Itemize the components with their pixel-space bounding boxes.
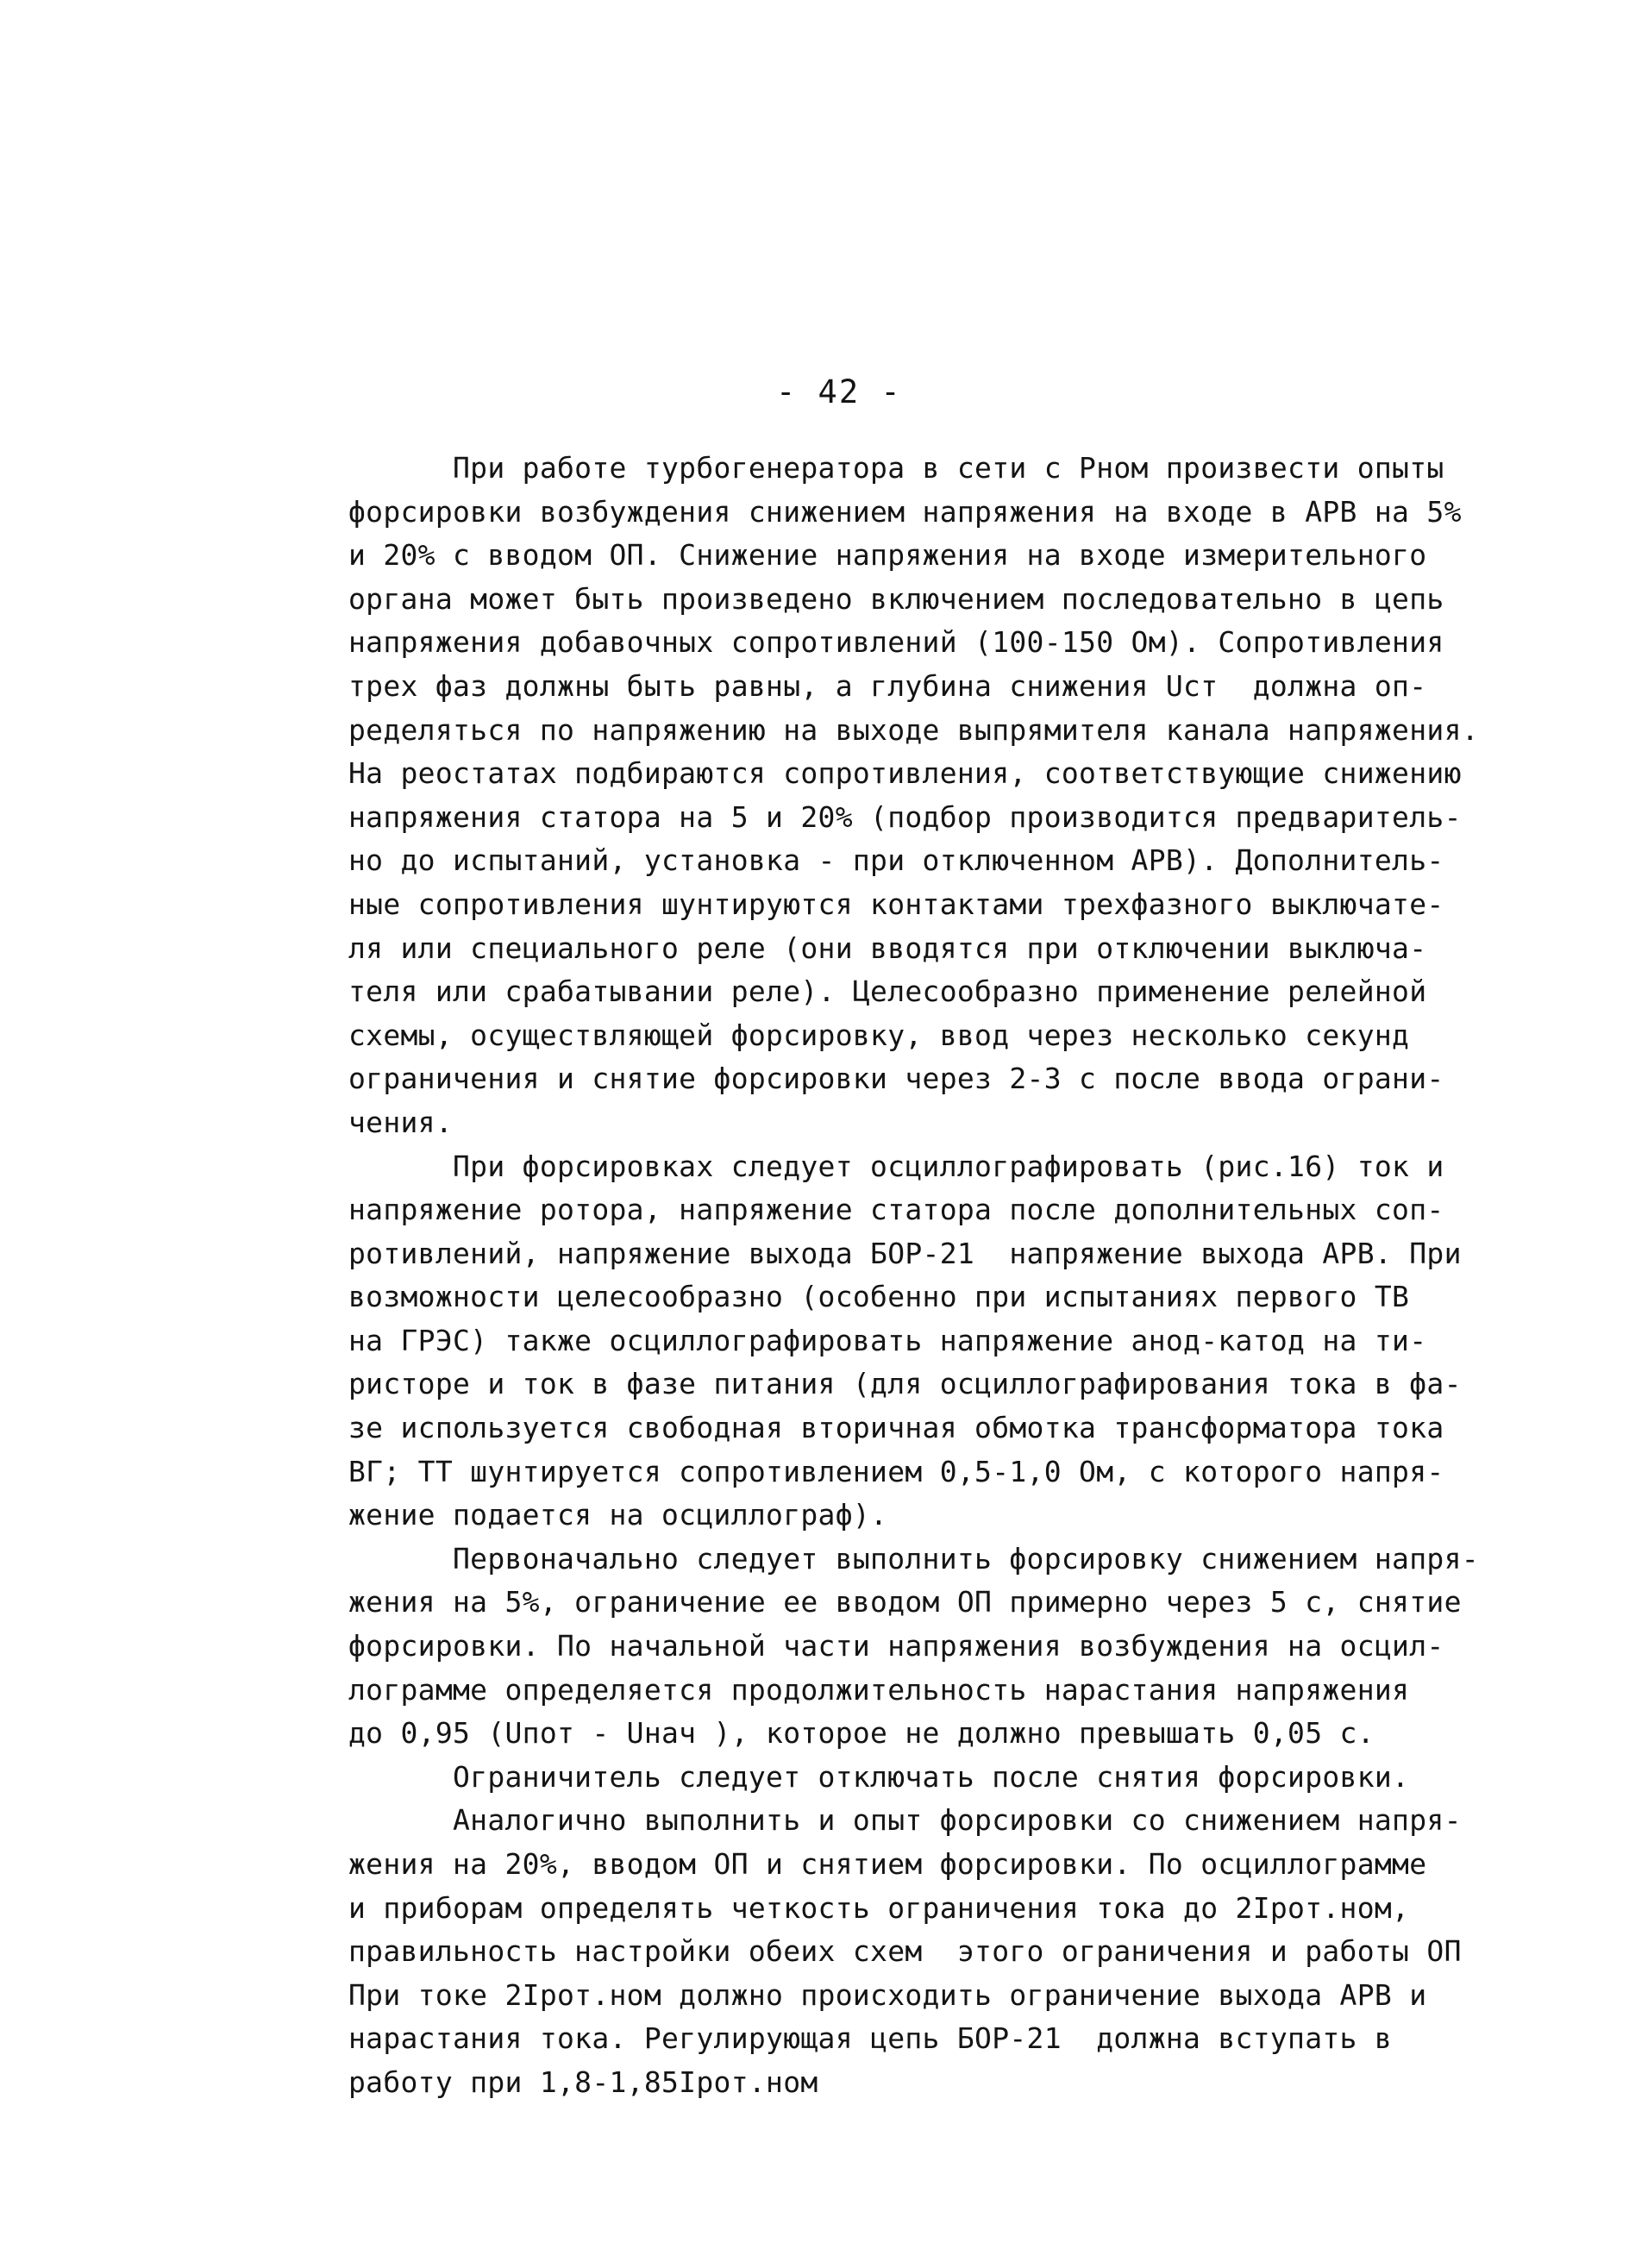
- text-line: и приборам определять четкость ограничения тока до 2Iрот.ном,: [348, 1890, 1410, 1925]
- text-line: трех фаз должны быть равны, а глубина снижения Uст должна оп-: [348, 668, 1427, 703]
- text-line: теля или срабатывании реле). Целесообразно применение релейной: [348, 974, 1427, 1009]
- text-line: жения на 5%, ограничение ее вводом ОП примерно через 5 с, снятие: [348, 1585, 1462, 1620]
- text-line: форсировки. По начальной части напряжения возбуждения на осцил-: [348, 1629, 1444, 1663]
- text-line: лограмме определяется продолжительность нарастания напряжения: [348, 1672, 1410, 1707]
- text-line: При работе турбогенератора в сети с Pном произвести опыты: [348, 451, 1444, 485]
- text-line: возможности целесообразно (особенно при испытаниях первого ТВ: [348, 1280, 1410, 1314]
- text-line: напряжения добавочных сопротивлений (100-150 Ом). Сопротивления: [348, 625, 1444, 660]
- text-line: ограничения и снятие форсировки через 2-3 с после ввода ограни-: [348, 1062, 1444, 1096]
- text-line: напряжения статора на 5 и 20% (подбор производится предваритель-: [348, 799, 1462, 834]
- text-line: чения.: [348, 1105, 454, 1139]
- text-line: напряжение ротора, напряжение статора после дополнительных соп-: [348, 1193, 1444, 1227]
- text-line: Аналогично выполнить и опыт форсировки со снижением напря-: [348, 1803, 1462, 1838]
- text-line: На реостатах подбираются сопротивления, соответствующие снижению: [348, 756, 1462, 791]
- text-line: ределяться по напряжению на выходе выпрямителя канала напряжения.: [348, 712, 1479, 747]
- text-line: правильность настройки обеих схем этого ограничения и работы ОП: [348, 1934, 1462, 1969]
- text-line: ристоре и ток в фазе питания (для осциллографирования тока в фа-: [348, 1367, 1462, 1401]
- text-line: ротивлений, напряжение выхода БОР-21 напряжение выхода АРВ. При: [348, 1236, 1462, 1270]
- text-line: ные сопротивления шунтируются контактами трехфазного выключате-: [348, 887, 1444, 921]
- text-line: но до испытаний, установка - при отключенном АРВ). Дополнитель-: [348, 843, 1444, 878]
- text-line: При токе 2Iрот.ном должно происходить ограничение выхода АРВ и: [348, 1977, 1427, 2012]
- page-number: - 42 -: [776, 373, 902, 410]
- text-line: работу при 1,8-1,85Iрот.ном: [348, 2064, 818, 2099]
- text-line: ВГ; ТТ шунтируется сопротивлением 0,5-1,0 Ом, с которого напря-: [348, 1454, 1444, 1488]
- text-line: зе используется свободная вторичная обмотка трансформатора тока: [348, 1411, 1444, 1445]
- text-line: схемы, осуществляющей форсировку, ввод через несколько секунд: [348, 1018, 1410, 1052]
- text-line: нарастания тока. Регулирующая цепь БОР-21 должна вступать в: [348, 2021, 1393, 2056]
- text-line: жения на 20%, вводом ОП и снятием форсировки. По осциллограмме: [348, 1847, 1427, 1881]
- text-line: ля или специального реле (они вводятся при отключении выключа-: [348, 930, 1427, 965]
- text-line: на ГРЭС) также осциллографировать напряжение анод-катод на ти-: [348, 1323, 1427, 1357]
- text-line: жение подается на осциллограф).: [348, 1498, 888, 1532]
- text-line: и 20% с вводом ОП. Снижение напряжения на входе измерительного: [348, 538, 1427, 573]
- text-line: При форсировках следует осциллографировать (рис.16) ток и: [348, 1149, 1444, 1183]
- text-line: Первоначально следует выполнить форсировку снижением напря-: [348, 1541, 1479, 1576]
- text-line: до 0,95 (Uпот - Uнач ), которое не должно превышать 0,05 с.: [348, 1716, 1375, 1751]
- text-line: форсировки возбуждения снижением напряжения на входе в АРВ на 5%: [348, 494, 1462, 529]
- body-text: [348, 447, 1479, 2105]
- text-line: органа может быть произведено включением последовательно в цепь: [348, 581, 1444, 616]
- text-line: Ограничитель следует отключать после снятия форсировки.: [348, 1759, 1410, 1794]
